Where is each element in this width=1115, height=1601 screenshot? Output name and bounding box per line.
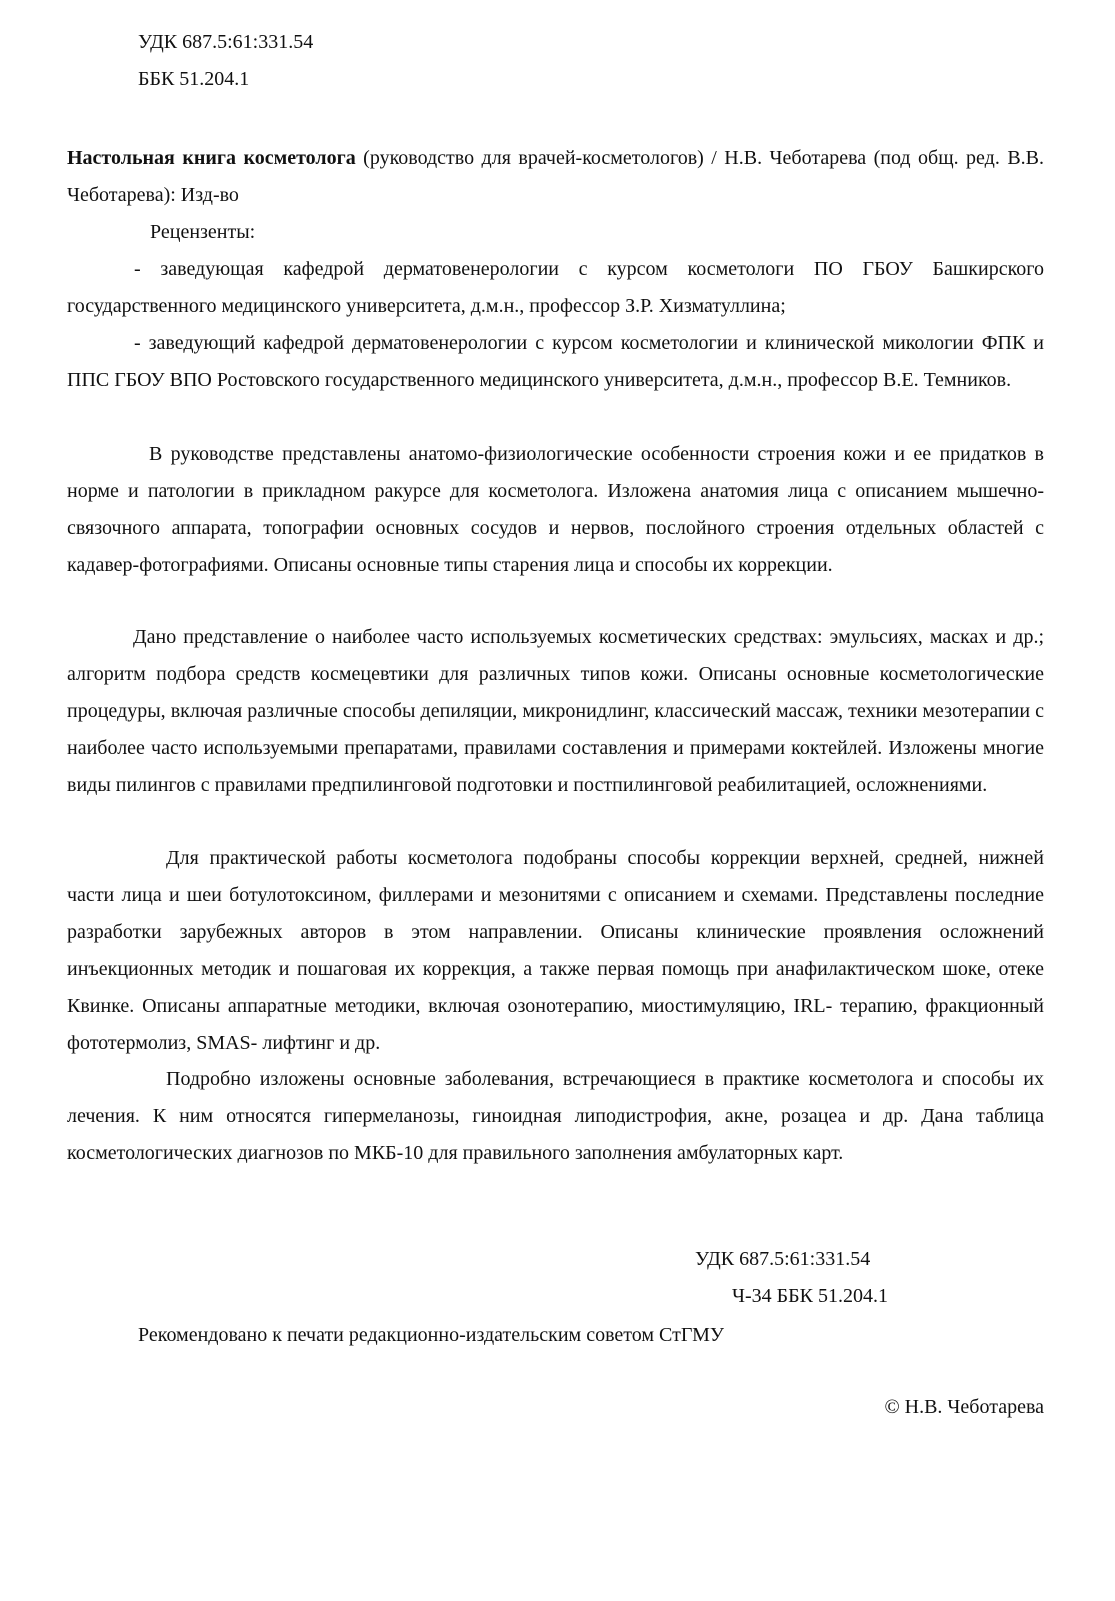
annotation-text: Подробно изложены основные заболевания, встречающиеся в практике косметолога и способы их лечения. К ним относятся гипермеланозы, гиноидная липодистрофия, акне, розацеа и др. Дана таблица косметологических диагнозов по МКБ-10 для правильного заполнения амбулаторных карт. [67,1068,1044,1164]
copyright-notice: © Н.В. Чеботарева [884,1396,1044,1418]
footer-udk-code: УДК 687.5:61:331.54 [695,1248,871,1270]
annotation-text: В руководстве представлены анатомо-физиологические особенности строения кожи и ее придатков в норме и патологии в прикладном ракурсе для косметолога. Изложена анатомия лица с описанием мышечно-связочного аппарата, топографии основных сосудов и нервов, послойного строения отдельных областей с кадавер-фотографиями. Описаны основные типы старения лица и способы их коррекции. [67,443,1044,576]
udk-code: УДК 687.5:61:331.54 [138,31,314,53]
reviewer-item [67,251,1044,325]
annotation-paragraph [67,1061,1044,1172]
reviewer-text: - заведующая кафедрой дерматовенерологии с курсом косметологи ПО ГБОУ Башкирского государственного медицинского университета, д.м.н., профессор З.Р. Хизматуллина; [67,258,1044,317]
bbk-code: ББК 51.204.1 [138,68,250,90]
annotation-paragraph [67,840,1044,1062]
publication-recommendation: Рекомендовано к печати редакционно-издательским советом СтГМУ [138,1324,725,1346]
reviewers-heading: Рецензенты: [150,221,256,243]
bibliographic-title [67,140,1044,214]
footer-bbk-code: Ч-34 ББК 51.204.1 [732,1285,888,1307]
book-title: Настольная книга косметолога [67,147,356,169]
reviewer-text: - заведующий кафедрой дерматовенерологии с курсом косметологии и клинической микологии ФПК и ППС ГБОУ ВПО Ростовского государственного медицинского университета, д.м.н., профессор В.Е. Темников. [67,332,1044,391]
annotation-text: Дано представление о наиболее часто используемых косметических средствах: эмульсиях, масках и др.; алгоритм подбора средств космецевтики для различных типов кожи. Описаны основные косметологические процедуры, включая различные способы депиляции, микронидлинг, классический массаж, техники мезотерапии с наиболее часто используемыми препаратами, правилами составления и примерами коктейлей. Изложены многие виды пилингов с правилами предпилинговой подготовки и постпилинговой реабилитацией, осложнениями. [67,626,1044,796]
annotation-paragraph [67,619,1044,804]
title-description: (руководство для врачей-косметологов) / Н.В. Чеботарева (под общ. ред. В.В. Чеботарева): Изд-во [67,147,1044,206]
annotation-paragraph [67,436,1044,584]
annotation-text: Для практической работы косметолога подобраны способы коррекции верхней, средней, нижней части лица и шеи ботулотоксином, филлерами и мезонитями с описанием и схемами. Представлены последние разработки зарубежных авторов в этом направлении. Описаны клинические проявления осложнений инъекционных методик и пошаговая их коррекция, а также первая помощь при анафилактическом шоке, отеке Квинке. Описаны аппаратные методики, включая озонотерапию, миостимуляцию, IRL- терапию, фракционный фототермолиз, SMAS- лифтинг и др. [67,847,1044,1054]
reviewer-item [67,325,1044,399]
